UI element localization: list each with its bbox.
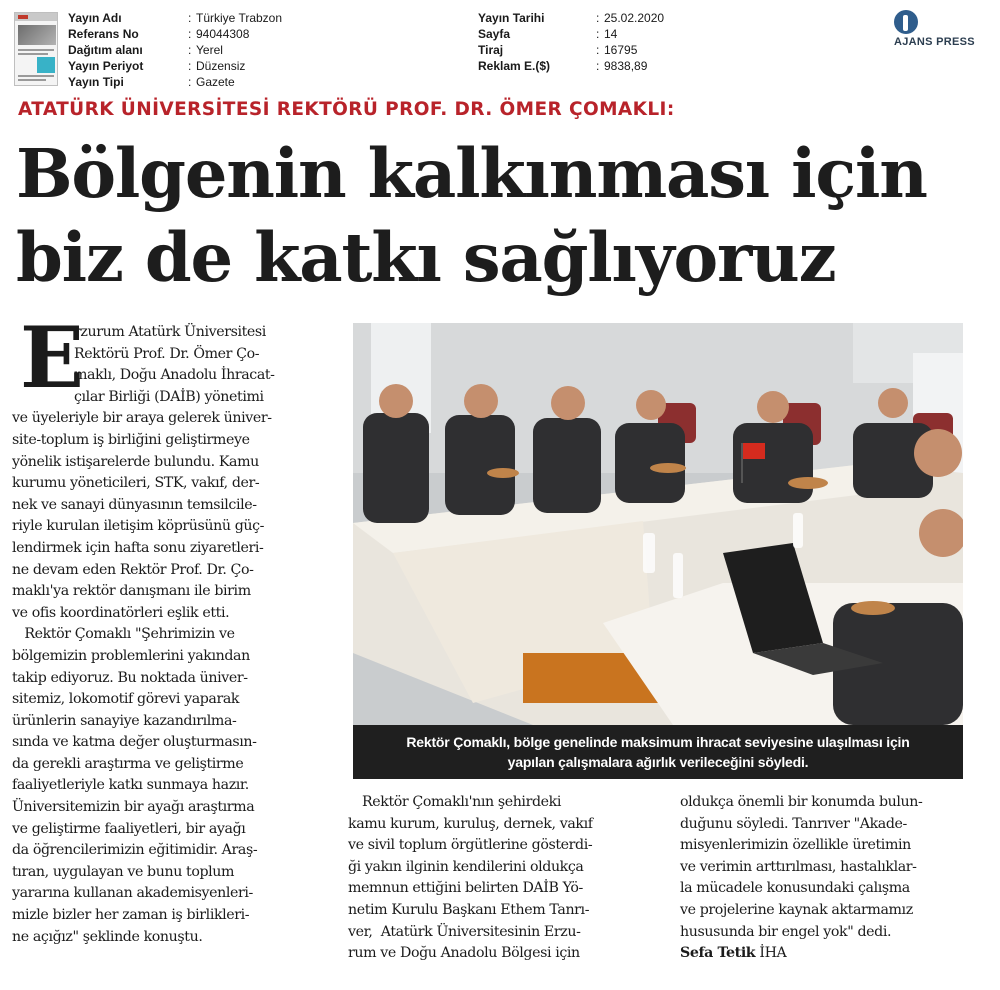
text-line: maklı'ya rektör danışmanı ile birim [12, 583, 251, 600]
text-line: ve üyeleriyle bir araya gelerek üniver- [12, 410, 272, 427]
text-line: Rektör Çomaklı'nın şehirdeki [362, 794, 561, 810]
text-line: yararına kullanan akademisyenleri- [12, 885, 253, 902]
text-line: netim Kurulu Başkanı Ethem Tanrı- [348, 901, 590, 918]
text-line: kamu kurum, kuruluş, dernek, vakıf [348, 815, 593, 832]
text-line: takip ediyoruz. Bu noktada üniver- [12, 669, 248, 686]
text-line: faaliyetleriyle katkı sunmaya hazır. [12, 777, 249, 794]
text-line: ver, Atatürk Üniversitesinin Erzu- [348, 923, 581, 940]
meta-row-page: Sayfa : 14 [478, 27, 618, 41]
article-column-left [12, 308, 342, 948]
text-line: ne devam eden Rektör Prof. Dr. Ço- [12, 561, 254, 578]
text-line: maklı, Doğu Anadolu İhracat- [74, 367, 275, 384]
text-line: rzurum Atatürk Üniversitesi [74, 324, 266, 340]
headline-line: biz de katkı sağlıyoruz [16, 218, 836, 297]
byline [680, 943, 995, 965]
text-line: nek ve sanayi dünyasının temsilcile- [12, 496, 257, 513]
reference-number: 94044308 [196, 27, 250, 41]
meta-row-ad-value: Reklam E.($) : 9838,89 [478, 59, 648, 73]
publication-type: Gazete [196, 75, 235, 89]
drop-cap: E [20, 308, 84, 407]
text-line: kurumu yöneticileri, STK, vakıf, der- [12, 475, 260, 492]
text-line: ve sivil toplum örgütlerine gösterdi- [348, 837, 593, 854]
publication-period: Düzensiz [196, 59, 246, 73]
circulation: 16795 [604, 43, 638, 57]
page-thumbnail[interactable] [14, 12, 58, 86]
text-line: yönelik istişarelerde bulundu. Kamu [12, 453, 259, 470]
text-line: tıran, uygulayan ve bunu toplum [12, 863, 235, 880]
meta-row-type: Yayın Tipi : Gazete [68, 75, 235, 89]
meeting-photo [353, 323, 963, 725]
metadata-table-left [68, 10, 282, 90]
photo-caption [353, 725, 963, 779]
text-line: lendirmek için hafta sonu ziyaretleri- [12, 539, 264, 556]
text-line: ve geliştirme faaliyetleri, bir ayağı [12, 820, 246, 837]
text-line: rum ve Doğu Anadolu Bölgesi için [348, 945, 580, 962]
text-line: Üniversitemizin bir ayağı araştırma [12, 799, 255, 816]
page-number: 14 [604, 27, 618, 41]
text-line: çılar Birliği (DAİB) yönetimi [74, 388, 264, 405]
text-line: hususunda bir engel yok" dedi. [680, 923, 892, 940]
article-column-middle [348, 792, 660, 965]
text-line: riyle kurulan iletişim köprüsünü güç- [12, 518, 265, 535]
text-line: site-toplum iş birliğini geliştirmeye [12, 431, 250, 448]
distribution-area: Yerel [196, 43, 223, 57]
text-line: sında ve katma değer oluşturmasın- [12, 734, 257, 751]
ajans-press-logo-icon [894, 10, 918, 34]
newspaper-clipping [10, 92, 995, 990]
article-kicker: ATATÜRK ÜNİVERSİTESİ REKTÖRÜ PROF. DR. ÖMER ÇOMAKLI: [18, 99, 675, 120]
meta-row-publication: Yayın Adı : Türkiye Trabzon [68, 11, 283, 25]
article-headline [16, 132, 991, 300]
text-line: la mücadele konusundaki çalışma [680, 880, 910, 897]
ad-equivalent-value: 9838,89 [604, 59, 648, 73]
ajans-press-logo: AJANS PRESS [890, 10, 990, 50]
caption-line: yapılan çalışmalara ağırlık verileceğini söyledi. [507, 754, 809, 770]
article-column-right [680, 792, 995, 965]
text-line: memnun ettiğini belirten DAİB Yö- [348, 880, 583, 897]
text-line: bölgemizin problemlerini yakından [12, 647, 250, 664]
text-line: da gerekli araştırma ve geliştirme [12, 755, 244, 772]
text-line: ve projelerine kaynak aktarmamız [680, 901, 913, 918]
text-line: Rektör Çomaklı "Şehrimizin ve [12, 626, 235, 643]
publication-date: 25.02.2020 [604, 11, 665, 25]
text-line: ürünlerin sanayiye kazandırılma- [12, 712, 237, 729]
text-line: ve ofis koordinatörleri eşlik etti. [12, 604, 230, 621]
text-line: ği yakın ilginin kendilerini oldukça [348, 858, 584, 875]
meta-row-reference: Referans No : 94044308 [68, 27, 250, 41]
byline-agency: İHA [755, 945, 787, 962]
text-line: Rektörü Prof. Dr. Ömer Ço- [74, 345, 260, 362]
text-line: ne açığız" şeklinde konuştu. [12, 928, 203, 945]
text-line: ve verimin arttırılması, hastalıklar- [680, 858, 917, 875]
meta-row-distribution: Dağıtım alanı : Yerel [68, 43, 223, 57]
headline-line: Bölgenin kalkınması için [16, 134, 927, 213]
text-line: oldukça önemli bir konumda bulun- [680, 794, 923, 810]
meta-row-circulation: Tiraj : 16795 [478, 43, 638, 57]
caption-line: Rektör Çomaklı, bölge genelinde maksimum ihracat seviyesine ulaşılması için [406, 734, 910, 750]
text-line: da öğrencilerimizin eğitimidir. Araş- [12, 842, 258, 859]
publication-name: Türkiye Trabzon [196, 11, 283, 25]
meta-row-date: Yayın Tarihi : 25.02.2020 [478, 11, 665, 25]
byline-author: Sefa Tetik [680, 945, 756, 962]
text-line: mizle bizler her zaman iş birlikleri- [12, 907, 250, 924]
clipping-metadata-header [0, 0, 1000, 92]
meta-row-period: Yayın Periyot : Düzensiz [68, 59, 246, 73]
metadata-table-right [478, 10, 664, 74]
text-line: duğunu söyledi. Tanrıver "Akade- [680, 815, 907, 832]
text-line: sitemiz, lokomotif görevi yaparak [12, 691, 240, 708]
text-line: misyenlerimizin özellikle üretimin [680, 837, 911, 854]
